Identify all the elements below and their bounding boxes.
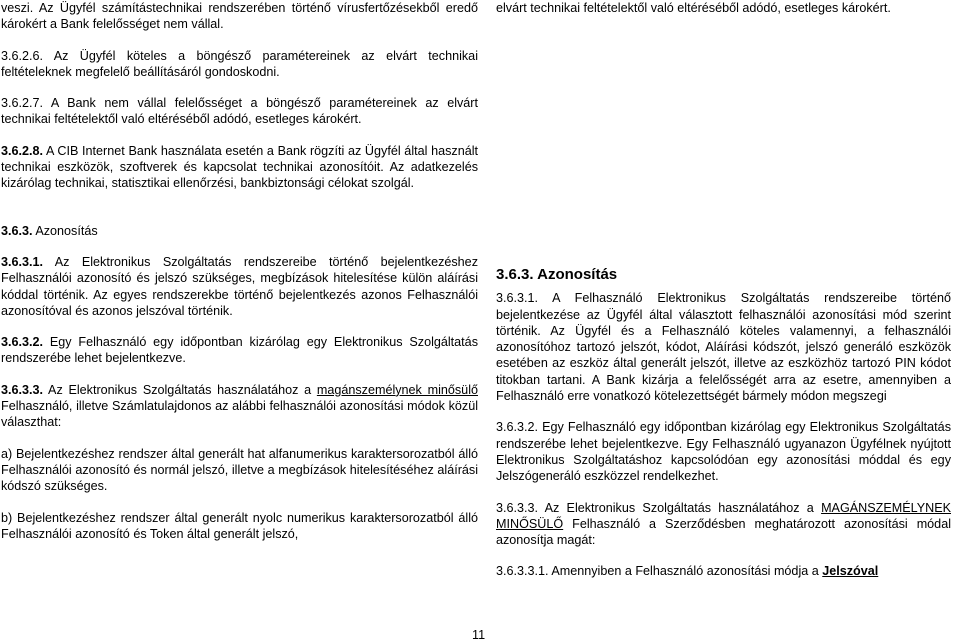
underlined-term: MAGÁNSZEMÉLYNEK MINŐSÜLŐ bbox=[496, 500, 951, 531]
section-heading: 3.6.3. Azonosítás bbox=[496, 266, 618, 284]
paragraph-3-6-2-8 bbox=[1, 143, 478, 192]
paragraph-3-6-3-2 bbox=[1, 334, 478, 367]
section-number: 3.6.3.3. bbox=[1, 382, 44, 397]
section-number: 3.6.2.6. bbox=[1, 48, 44, 63]
option-b: b) Bejelentkezéshez rendszer által generált nyolc numerikus karaktersorozatból álló Felhasználói azonosító és Token által generált jelszó, bbox=[1, 510, 478, 541]
paragraph-3-6-3-2 bbox=[496, 419, 951, 484]
section-number: 3.6.3.2. bbox=[496, 420, 539, 435]
paragraph-3-6-3-1 bbox=[496, 290, 951, 404]
paragraph-text: A Bank nem vállal felelősséget a böngésző paramétereinek az elvárt technikai feltételektől való eltéréséből adódó, esetleges károkért. bbox=[1, 96, 478, 127]
bold-term: Jelszóval bbox=[822, 564, 879, 579]
paragraph: veszi. Az Ügyfél számítástechnikai rendszerében történő vírusfertőzésekből eredő károkért a Bank felelősséget nem vállal. bbox=[1, 1, 478, 32]
paragraph-text: Felhasználó, illetve Számlatulajdonos az alábbi felhasználói azonosítási módok közül választhat: bbox=[1, 399, 478, 430]
right-column bbox=[496, 0, 951, 580]
paragraph-3-6-3-3-1 bbox=[496, 563, 951, 579]
section-number: 3.6.3.3. bbox=[496, 500, 539, 515]
paragraph-text: Egy Felhasználó egy időpontban kizárólag egy Elektronikus Szolgáltatás rendszerébe lehet bejelentkezve. bbox=[1, 335, 478, 366]
heading-text: Azonosítás bbox=[32, 223, 98, 238]
paragraph-text: Egy Felhasználó egy időpontban kizárólag egy Elektronikus Szolgáltatás rendszerébe lehet bejelentkezve. Egy Felhasználó ugyanazon Ügyfélnek nyújtott Elektronikus Szolgáltatáshoz kapcsolódóan egy azonosítási móddal és egy Jelszógeneráló eszközzel rendelkezhet. bbox=[496, 420, 951, 484]
paragraph-text: A Felhasználó Elektronikus Szolgáltatás rendszereibe történő bejelentkezése az Ügyfél által választott felhasználói azonosítási mód szerint történik. Az Ügyfél és a Felhasználó köteles valamennyi, a felhasználói azonosítóhoz tartozó jelszót, kódot, Aláírási kódszót, jelszó generáló eszközök esetében az eszköz által generált jelszót, illetve az eszközhöz tartozó PIN kódot titokban tartani. A Bank kizárja a felelősségét arra az esetre, amennyiben a Felhasználó erre vonatkozó kötelezettségét bármely módon megszegi bbox=[496, 291, 951, 404]
page-number: 11 bbox=[472, 628, 486, 642]
paragraph-text: Felhasználó a Szerződésben meghatározott azonosítási módal azonosítja magát: bbox=[496, 516, 951, 548]
left-column bbox=[1, 0, 478, 542]
paragraph-3-6-3-3 bbox=[1, 382, 478, 431]
paragraph-3-6-2-6 bbox=[1, 48, 478, 81]
paragraph-3-6-2-7 bbox=[1, 95, 478, 128]
paragraph-text: 3.6.3.3.1. Amennyiben a Felhasználó azonosítási módja a bbox=[496, 564, 823, 579]
paragraph-text: Az Ügyfél köteles a böngésző paramétereinek az elvárt technikai feltételeknek megfelelő beállításáról gondoskodni. bbox=[1, 48, 478, 79]
paragraph-text: Az Elektronikus Szolgáltatás használatához a bbox=[538, 500, 822, 515]
section-number: 3.6.2.7. bbox=[1, 96, 44, 111]
option-a: a) Bejelentkezéshez rendszer által generált hat alfanumerikus karaktersorozatból álló Felhasználói azonosító és normál jelszó, illetve a megbízások hitelesítéséhez aláírási kódszó szükséges. bbox=[1, 446, 478, 494]
section-heading bbox=[1, 223, 478, 239]
paragraph-3-6-3-3 bbox=[496, 500, 951, 549]
section-number: 3.6.2.8. bbox=[1, 143, 44, 158]
paragraph-text: Az Elektronikus Szolgáltatás használatához a bbox=[43, 382, 317, 397]
paragraph-text: A CIB Internet Bank használata esetén a Bank rögzíti az Ügyfél által használt technikai eszközök, szoftverek és kapcsolat technikai azonosítóit. Az adatkezelés kizárólag technikai, statisztikai ellenőrzési, bankbiztonsági célokat szolgál. bbox=[1, 143, 478, 191]
paragraph-3-6-3-1 bbox=[1, 254, 478, 319]
underlined-term: magánszemélynek minősülő bbox=[316, 382, 478, 397]
section-number: 3.6.3.1. bbox=[496, 291, 539, 306]
section-number: 3.6.3.1. bbox=[1, 254, 44, 269]
paragraph-text: Az Elektronikus Szolgáltatás rendszereibe történő bejelentkezéshez Felhasználói azonosító és jelszó szükséges, megbízások hitelesítése külön aláírási kóddal történik. Az egyes rendszerekbe történő bejelentkezés azonos Felhasználói azonosítóval és azonos jelszóval történik. bbox=[1, 254, 478, 318]
paragraph: elvárt technikai feltételektől való eltéréséből adódó, esetleges károkért. bbox=[496, 1, 891, 15]
section-number: 3.6.3.2. bbox=[1, 335, 44, 350]
section-number: 3.6.3. bbox=[1, 223, 33, 238]
